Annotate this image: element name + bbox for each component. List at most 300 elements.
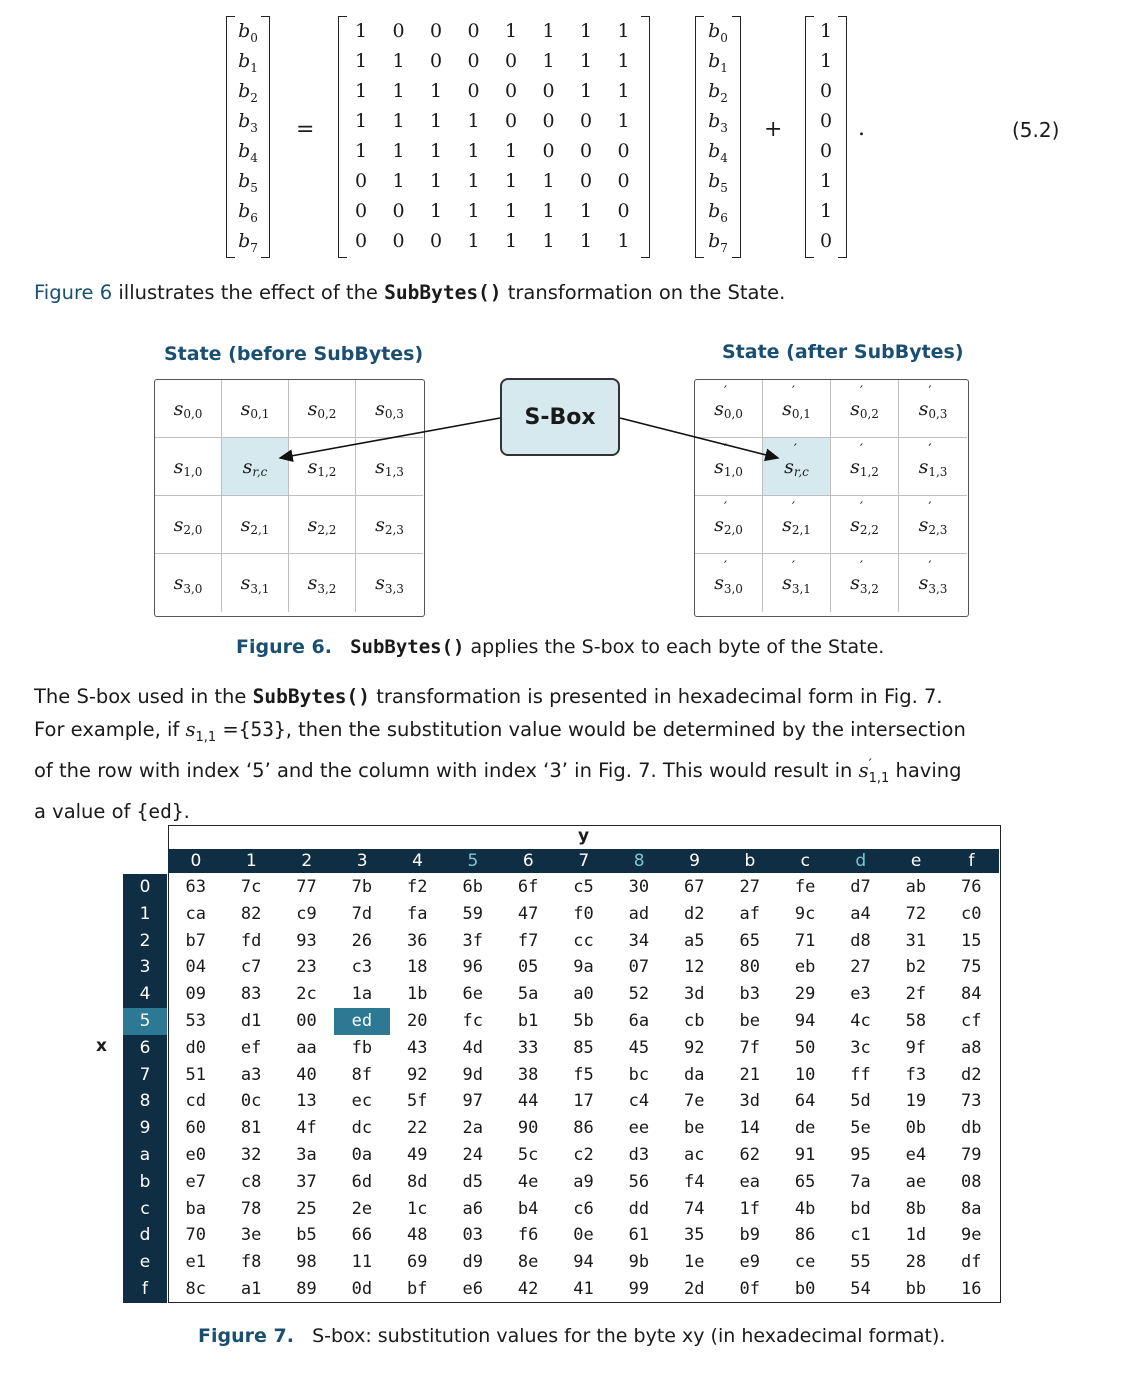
sbox-value: ba — [185, 1198, 206, 1219]
row-header: e — [123, 1249, 167, 1276]
sbox-value: ee — [628, 1118, 650, 1139]
equals-sign: = — [296, 117, 315, 142]
state-before-cell: s $_{2,0}$ — [155, 496, 222, 554]
figure-6-ref[interactable]: Figure 6 — [34, 281, 113, 304]
sbox-value: 8c — [185, 1279, 206, 1299]
sbox-value: f3 — [905, 1064, 927, 1085]
sbox-value: 5e — [850, 1118, 871, 1139]
figure-6-caption-label: Figure 6. — [236, 636, 332, 658]
sbox-value: 94 — [573, 1252, 594, 1273]
row-header: 0 — [123, 874, 167, 901]
sbox-value: 43 — [407, 1037, 428, 1058]
sbox-value: 2a — [462, 1118, 483, 1139]
matrix-entry: 1 — [579, 50, 593, 72]
figure-7-caption-label: Figure 7. — [198, 1325, 294, 1347]
sbox-value: 5b — [573, 1011, 594, 1031]
state-before-cell: s $_{3,3}$ — [375, 572, 404, 596]
sbox-value: 8d — [407, 1171, 428, 1192]
sbox-value: 84 — [961, 984, 982, 1005]
sbox-value: 67 — [684, 877, 705, 897]
sbox-value: 56 — [628, 1171, 650, 1192]
state-before-cell: s $_{r,c}$ — [222, 438, 289, 496]
sbox-value: 86 — [573, 1118, 594, 1139]
sbox-value: fb — [351, 1037, 373, 1058]
row-header: c — [123, 1196, 167, 1223]
matrix-entry: 0 — [354, 230, 368, 252]
sbox-value: 3e — [240, 1225, 262, 1246]
sbox-value: 33 — [517, 1037, 539, 1058]
sbox-value: bb — [905, 1279, 927, 1299]
sbox-value: ef — [240, 1037, 262, 1058]
sbox-value: eb — [794, 957, 816, 978]
matrix-entry: 1 — [504, 200, 518, 222]
sbox-value: 80 — [739, 957, 760, 978]
sbox-value: 09 — [185, 984, 206, 1005]
sbox-value: 1d — [905, 1225, 927, 1246]
input-vector-entry: $b_3$ — [708, 110, 728, 135]
output-vector-entry: $b_4$ — [238, 140, 258, 165]
sbox-value: ac — [684, 1145, 705, 1165]
sbox-value: 30 — [628, 877, 650, 897]
matrix-entry: 0 — [579, 110, 593, 132]
sbox-value: c0 — [961, 903, 982, 924]
output-vector-entry: $b_7$ — [238, 230, 258, 255]
sbox-value: 77 — [296, 877, 317, 897]
sbox-value: 96 — [462, 957, 483, 978]
sbox-value: 3d — [739, 1091, 760, 1112]
state-after-cell: s ′ $_{1,0}$ — [695, 438, 763, 496]
sbox-value: 21 — [739, 1064, 760, 1085]
matrix-entry: 0 — [429, 50, 443, 72]
column-header: 0 — [168, 849, 224, 873]
sbox-value: ed — [334, 1008, 389, 1035]
para-line-1: The S-box used in the SubBytes() transformation is presented in hexadecimal form in Fig. 7. — [34, 685, 943, 708]
right-state-title: State (after SubBytes) — [722, 341, 964, 363]
row-header: 7 — [123, 1062, 167, 1089]
matrix-entry: 1 — [617, 230, 630, 252]
sbox-value: ad — [628, 903, 650, 924]
matrix-entry: 0 — [542, 140, 555, 162]
sbox-value: 1a — [351, 984, 373, 1005]
sbox-value: 44 — [517, 1091, 539, 1112]
sbox-value: d2 — [961, 1064, 982, 1085]
input-vector-entry: $b_5$ — [708, 170, 728, 195]
matrix-entry: 1 — [392, 140, 405, 162]
sbox-value: 64 — [794, 1091, 816, 1112]
sbox-value: ff — [850, 1064, 871, 1085]
matrix-entry: 0 — [504, 110, 518, 132]
sbox-value: c1 — [850, 1225, 871, 1246]
matrix-entry: 1 — [392, 80, 405, 102]
row-header: 3 — [123, 954, 167, 981]
sbox-value: 55 — [850, 1252, 871, 1273]
sbox-value: 99 — [628, 1279, 650, 1299]
column-header: b — [722, 849, 778, 873]
sbox-value: e6 — [462, 1279, 483, 1299]
sbox-value: b3 — [739, 984, 760, 1005]
matrix-entry: 1 — [504, 140, 518, 162]
state-before-cell: s $_{1,3}$ — [356, 438, 423, 496]
sbox-value: 5f — [407, 1091, 428, 1112]
matrix-entry: 0 — [617, 170, 630, 192]
sbox-value: 1b — [407, 984, 428, 1005]
state-after-cell: s ′ $_{0,1}$ — [763, 380, 831, 438]
sbox-value: 47 — [517, 903, 539, 924]
state-before-cell: s $_{1,0}$ — [155, 438, 222, 496]
sbox-value: 4c — [850, 1011, 871, 1031]
matrix-entry: 1 — [354, 80, 368, 102]
sbox-value: 92 — [684, 1037, 705, 1058]
sbox-value: 66 — [351, 1225, 373, 1246]
sbox-value: 27 — [850, 957, 871, 978]
state-after-cell: s ′ $_{1,3}$ — [899, 438, 967, 496]
sbox-value: 54 — [850, 1279, 871, 1299]
sbox-label: S-Box — [524, 404, 596, 430]
sbox-value: aa — [296, 1037, 317, 1058]
y-axis-label: y — [578, 826, 590, 846]
corner-cell — [123, 849, 168, 873]
matrix-entry: 1 — [429, 110, 443, 132]
sbox-value: 04 — [185, 957, 206, 978]
matrix-entry: 1 — [617, 110, 630, 132]
matrix-entry: 1 — [467, 230, 480, 252]
sbox-value: c9 — [296, 903, 317, 924]
state-before-cell: s $_{1,2}$ — [289, 438, 356, 496]
sbox-value: b9 — [739, 1225, 760, 1246]
sbox-value: c4 — [628, 1091, 650, 1112]
state-before-cell: s $_{0,3}$ — [356, 380, 423, 438]
constant-vector-entry: 1 — [819, 170, 833, 192]
sbox-value: db — [961, 1118, 982, 1139]
column-header: 5 — [445, 849, 501, 873]
sbox-value: 76 — [961, 877, 982, 897]
sbox-value: 10 — [794, 1064, 816, 1085]
matrix-entry: 1 — [542, 230, 555, 252]
sbox-value: f6 — [517, 1225, 539, 1246]
sbox-value: d9 — [462, 1252, 483, 1273]
matrix-entry: 0 — [392, 230, 405, 252]
row-header: 4 — [123, 981, 167, 1008]
state-before-cell: s $_{2,2}$ — [289, 496, 356, 554]
sbox-value: b4 — [517, 1198, 539, 1219]
state-before-cell: s $_{3,1}$ — [222, 554, 289, 612]
column-header: 8 — [611, 849, 667, 873]
sbox-value: c2 — [573, 1145, 594, 1165]
matrix-entry: 1 — [354, 110, 368, 132]
matrix-entry: 1 — [429, 140, 443, 162]
sbox-value: cd — [185, 1091, 206, 1112]
sbox-value: 53 — [185, 1011, 206, 1031]
matrix-entry: 1 — [579, 80, 593, 102]
state-after-cell: s ′ $_{3,1}$ — [763, 554, 831, 612]
matrix-entry: 1 — [579, 230, 593, 252]
sbox-value: ca — [185, 903, 206, 924]
sbox-value: 52 — [628, 984, 650, 1005]
input-vector-entry: $b_7$ — [708, 230, 728, 255]
input-vector-entry: $b_0$ — [708, 20, 728, 45]
sbox-value: 38 — [517, 1064, 539, 1085]
matrix-entry: 1 — [354, 50, 368, 72]
sbox-value: bc — [628, 1064, 650, 1085]
constant-vector-entry: 0 — [819, 140, 833, 162]
matrix-entry: 1 — [617, 20, 630, 42]
sbox-value: 51 — [185, 1064, 206, 1085]
sbox-value: 73 — [961, 1091, 982, 1112]
sbox-value: 9f — [905, 1037, 927, 1058]
sbox-value: 5a — [517, 984, 539, 1005]
sbox-value: f4 — [684, 1171, 705, 1192]
row-header: 1 — [123, 901, 167, 928]
matrix-entry: 0 — [504, 80, 518, 102]
sbox-value: fe — [794, 877, 816, 897]
sbox-value: be — [739, 1011, 760, 1031]
sbox-value: c8 — [240, 1171, 262, 1192]
column-header: c — [777, 849, 833, 873]
matrix-entry: 1 — [392, 110, 405, 132]
sbox-value: 59 — [462, 903, 483, 924]
sbox-value: a4 — [850, 903, 871, 924]
sbox-value: ae — [905, 1171, 927, 1192]
figure-6-caption-code: SubBytes() — [350, 636, 465, 658]
sbox-value: 11 — [351, 1252, 373, 1273]
sbox-value: 29 — [794, 984, 816, 1005]
sbox-value: 63 — [185, 877, 206, 897]
arrow-from-sbox — [620, 418, 778, 458]
sbox-value: ec — [351, 1091, 373, 1112]
constant-vector-entry: 1 — [819, 20, 833, 42]
figure-7-caption-text: S-box: substitution values for the byte xy (in hexadecimal format). — [312, 1325, 946, 1347]
row-header: d — [123, 1222, 167, 1249]
sbox-value: 31 — [905, 930, 927, 951]
sbox-value: 0e — [573, 1225, 594, 1246]
constant-vector-entry: 0 — [819, 230, 833, 252]
matrix-entry: 1 — [354, 140, 368, 162]
period: . — [858, 116, 865, 141]
sbox-value: 6a — [628, 1011, 650, 1031]
sbox-value: da — [684, 1064, 705, 1085]
column-header: 6 — [500, 849, 556, 873]
equation-number: (5.2) — [1012, 118, 1060, 142]
sbox-value: dc — [351, 1118, 373, 1139]
sbox-value: 6b — [462, 877, 483, 897]
matrix-entry: 1 — [467, 200, 480, 222]
row-header: 9 — [123, 1115, 167, 1142]
matrix-entry: 1 — [542, 170, 555, 192]
sbox-value: b5 — [296, 1225, 317, 1246]
matrix-entry: 0 — [579, 140, 593, 162]
sbox-value: 4b — [794, 1198, 816, 1219]
row-header: 5 — [123, 1008, 167, 1035]
sbox-value: 58 — [905, 1011, 927, 1031]
sbox-value: 19 — [905, 1091, 927, 1112]
sbox-value: 4f — [296, 1118, 317, 1139]
matrix-entry: 1 — [542, 20, 555, 42]
intro-code: SubBytes() — [384, 281, 502, 304]
input-vector-entry: $b_6$ — [708, 200, 728, 225]
sbox-value: 7c — [240, 877, 262, 897]
state-after-cell: s ′ $_{2,0}$ — [695, 496, 763, 554]
sbox-value: 0a — [351, 1145, 373, 1165]
constant-vector-entry: 0 — [819, 80, 833, 102]
matrix-entry: 0 — [392, 20, 405, 42]
sbox-value: 7a — [850, 1171, 871, 1192]
sbox-value: 83 — [240, 984, 262, 1005]
sbox-value: 8a — [961, 1198, 982, 1219]
matrix-entry: 0 — [392, 200, 405, 222]
sbox-value: 23 — [296, 957, 317, 978]
sbox-value: 85 — [573, 1037, 594, 1058]
output-vector-entry: $b_3$ — [238, 110, 258, 135]
output-vector-entry: $b_2$ — [238, 80, 258, 105]
column-header: 7 — [556, 849, 612, 873]
sbox-value: f0 — [573, 903, 594, 924]
sbox-value: 03 — [462, 1225, 483, 1246]
matrix-entry: 0 — [354, 170, 368, 192]
sbox-value: e7 — [185, 1171, 206, 1192]
matrix-entry: 1 — [617, 80, 630, 102]
sbox-value: f7 — [517, 930, 539, 951]
sbox-value: 92 — [407, 1064, 428, 1085]
state-after-cell: s ′ $_{2,3}$ — [899, 496, 967, 554]
sbox-value: 5c — [517, 1145, 539, 1165]
sbox-value: de — [794, 1118, 816, 1139]
sbox-value: 16 — [961, 1279, 982, 1299]
column-header: 9 — [667, 849, 723, 873]
sbox-value: bf — [407, 1279, 428, 1299]
sbox-value: 74 — [684, 1198, 705, 1219]
sbox-value: d3 — [628, 1145, 650, 1165]
matrix-entry: 0 — [617, 140, 630, 162]
matrix-entry: 0 — [542, 110, 555, 132]
column-header: d — [833, 849, 889, 873]
sbox-value: 65 — [739, 930, 760, 951]
state-after-cell: s ′ $_{2,2}$ — [831, 496, 899, 554]
sbox-value: b1 — [517, 1011, 539, 1031]
sbox-value: 37 — [296, 1171, 317, 1192]
matrix-entry: 0 — [429, 20, 443, 42]
sbox-value: cb — [684, 1011, 705, 1031]
arrow-to-sbox — [280, 418, 500, 458]
sbox-value: 3d — [684, 984, 705, 1005]
state-before-cell: s $_{2,1}$ — [222, 496, 289, 554]
sbox-value: c7 — [240, 957, 262, 978]
matrix-entry: 1 — [467, 140, 480, 162]
sbox-value: 60 — [185, 1118, 206, 1139]
sbox-value: 28 — [905, 1252, 927, 1273]
matrix-entry: 1 — [392, 50, 405, 72]
sbox-value: 6d — [351, 1171, 373, 1192]
matrix-entry: 1 — [617, 50, 630, 72]
sbox-value: 6e — [462, 984, 483, 1005]
sbox-value: 48 — [407, 1225, 428, 1246]
sbox-value: 9b — [628, 1252, 650, 1273]
sbox-value: be — [684, 1118, 705, 1139]
sbox-value: ce — [794, 1252, 816, 1273]
sbox-value: c6 — [573, 1198, 594, 1219]
sbox-value: 1f — [739, 1198, 760, 1219]
sbox-value: 0b — [905, 1118, 927, 1139]
column-header: e — [888, 849, 944, 873]
matrix-entry: 1 — [579, 200, 593, 222]
output-vector-entry: $b_5$ — [238, 170, 258, 195]
sbox-value: e9 — [739, 1252, 760, 1273]
matrix-entry: 0 — [467, 20, 480, 42]
sbox-value: af — [739, 903, 760, 924]
sbox-value: 65 — [794, 1171, 816, 1192]
sbox-value: 12 — [684, 957, 705, 978]
sbox-value: d5 — [462, 1171, 483, 1192]
sbox-value: d1 — [240, 1011, 262, 1031]
sbox-value: c5 — [573, 877, 594, 897]
sbox-value: b2 — [905, 957, 927, 978]
state-after-cell: s ′ $_{1,2}$ — [831, 438, 899, 496]
sbox-value: b7 — [185, 930, 206, 951]
row-header: 6 — [123, 1035, 167, 1062]
sbox-value: 14 — [739, 1118, 760, 1139]
sbox-value: a3 — [240, 1064, 262, 1085]
sbox-value: 61 — [628, 1225, 650, 1246]
state-after-cell: s ′ $_{2,1}$ — [763, 496, 831, 554]
state-after-cell: s ′ $_{0,0}$ — [695, 380, 763, 438]
row-header: 8 — [123, 1088, 167, 1115]
column-header: f — [944, 849, 1000, 873]
sbox-value: 91 — [794, 1145, 816, 1165]
matrix-entry: 1 — [542, 200, 555, 222]
sbox-value: fd — [240, 930, 262, 951]
sbox-value: 24 — [462, 1145, 483, 1165]
sbox-value: 05 — [517, 957, 539, 978]
state-after-cell: s ′ $_{0,2}$ — [831, 380, 899, 438]
sbox-value: 93 — [296, 930, 317, 951]
matrix-entry: 0 — [542, 80, 555, 102]
sbox-value: 75 — [961, 957, 982, 978]
sbox-value: 9d — [462, 1064, 483, 1085]
matrix-entry: 1 — [504, 170, 518, 192]
sbox-value: 94 — [794, 1011, 816, 1031]
sbox-value: 36 — [407, 930, 428, 951]
sbox-value: a0 — [573, 984, 594, 1005]
sbox-value: 9e — [961, 1225, 982, 1246]
sbox-value: ea — [739, 1171, 760, 1192]
sbox-value: 7e — [684, 1091, 705, 1112]
constant-vector-entry: 1 — [819, 50, 833, 72]
state-after-cell: s ′ $_{r,c}$ — [763, 438, 831, 496]
sbox-value: 40 — [296, 1064, 317, 1085]
matrix-entry: 0 — [429, 230, 443, 252]
sbox-value: 34 — [628, 930, 650, 951]
intro-text-2: transformation on the State. — [501, 281, 786, 304]
sbox-value: 2d — [684, 1279, 705, 1299]
sbox-value: bd — [850, 1198, 871, 1219]
sbox-value: f5 — [573, 1064, 594, 1085]
sbox-value: 08 — [961, 1171, 982, 1192]
sbox-value: 7f — [739, 1037, 760, 1058]
constant-vector-entry: 0 — [819, 110, 833, 132]
state-after-cell: s ′ $_{0,3}$ — [899, 380, 967, 438]
matrix-entry: 1 — [542, 50, 555, 72]
sbox-value: 97 — [462, 1091, 483, 1112]
sbox-value: 32 — [240, 1145, 262, 1165]
matrix-entry: 0 — [617, 200, 630, 222]
sbox-value: 35 — [684, 1225, 705, 1246]
sbox-value: 41 — [573, 1279, 594, 1299]
sbox-value: 86 — [794, 1225, 816, 1246]
para-line-3: of the row with index ‘5’ and the column with index ‘3’ in Fig. 7. This would result in s ′ $_{1,1}$ having — [34, 756, 962, 786]
row-header: 2 — [123, 928, 167, 955]
sbox-value: 72 — [905, 903, 927, 924]
sbox-value: 89 — [296, 1279, 317, 1299]
matrix-entry: 1 — [429, 80, 443, 102]
